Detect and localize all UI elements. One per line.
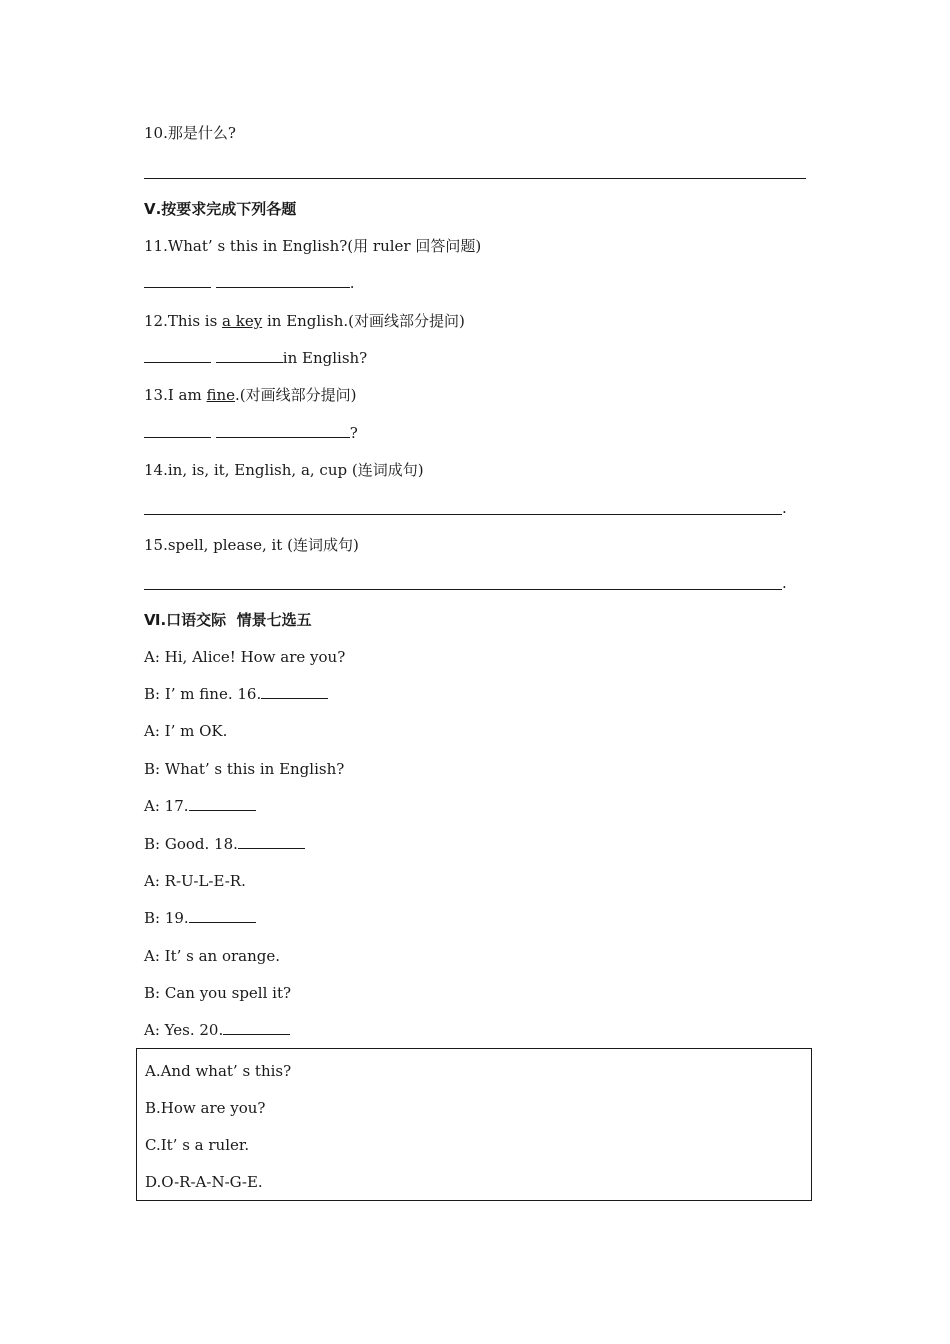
answer-12: in English? xyxy=(144,348,367,368)
option-d: D.O-R-A-N-G-E. xyxy=(145,1173,263,1191)
option-a: A.And what’ s this? xyxy=(145,1062,292,1080)
dialogue-line: A: Hi, Alice! How are you? xyxy=(144,648,346,666)
underlined-word-13: fine xyxy=(206,386,236,404)
dialogue-line: B: I’ m fine. 16. xyxy=(144,684,328,704)
dialogue-line: B: Can you spell it? xyxy=(144,984,292,1002)
answer-14-period: . xyxy=(782,499,787,517)
option-b: B.How are you? xyxy=(145,1099,266,1117)
question-14: 14.in, is, it, English, a, cup (连词成句) xyxy=(144,461,424,479)
underlined-phrase-12: a key xyxy=(222,312,263,330)
dialogue-line: A: R-U-L-E-R. xyxy=(144,872,246,890)
blank-13a[interactable] xyxy=(144,423,211,438)
dialogue-line: A: Yes. 20. xyxy=(144,1020,290,1040)
blank-11b[interactable] xyxy=(216,273,350,288)
blank-18[interactable] xyxy=(238,834,305,849)
answer-line-14[interactable] xyxy=(144,514,782,515)
dialogue-line: A: 17. xyxy=(144,796,256,816)
blank-17[interactable] xyxy=(189,796,256,811)
blank-19[interactable] xyxy=(189,908,256,923)
options-box xyxy=(136,1048,812,1201)
blank-12a[interactable] xyxy=(144,348,211,363)
dialogue-line: A: It’ s an orange. xyxy=(144,947,281,965)
section-5-title: Ⅴ.按要求完成下列各题 xyxy=(144,200,297,218)
blank-20[interactable] xyxy=(223,1020,290,1035)
question-13: 13.I am fine.(对画线部分提问) xyxy=(144,386,357,404)
blank-13b[interactable] xyxy=(216,423,350,438)
answer-15-period: . xyxy=(782,574,787,592)
question-10: 10.那是什么? xyxy=(144,124,236,142)
dialogue-line: B: What’ s this in English? xyxy=(144,760,345,778)
blank-12b[interactable] xyxy=(216,348,283,363)
option-c: C.It’ s a ruler. xyxy=(145,1136,250,1154)
section-6-title: Ⅵ.口语交际 情景七选五 xyxy=(144,611,312,629)
question-15: 15.spell, please, it (连词成句) xyxy=(144,536,359,554)
answer-line-10 xyxy=(144,178,806,179)
answer-line-15[interactable] xyxy=(144,589,782,590)
answer-13: ? xyxy=(144,423,358,443)
dialogue-line: A: I’ m OK. xyxy=(144,722,228,740)
dialogue-line: B: Good. 18. xyxy=(144,834,305,854)
blank-16[interactable] xyxy=(261,684,328,699)
blank-11a[interactable] xyxy=(144,273,211,288)
question-12: 12.This is a key in English.(对画线部分提问) xyxy=(144,312,465,330)
dialogue-line: B: 19. xyxy=(144,908,256,928)
question-11: 11.What’ s this in English?(用 ruler 回答问题) xyxy=(144,237,482,255)
answer-11: . xyxy=(144,273,355,293)
